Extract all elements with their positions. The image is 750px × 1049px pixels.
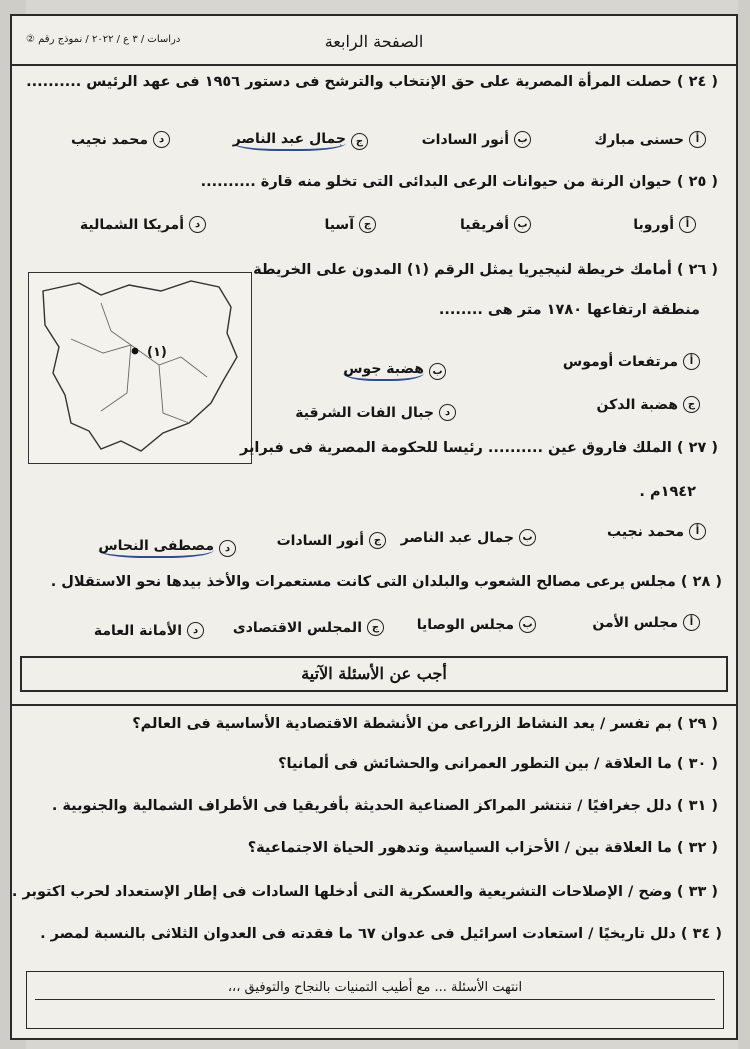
section-title: أجب عن الأسئلة الآتية [301, 664, 447, 683]
question-27-line2: ١٩٤٢م . [639, 484, 696, 500]
option-26-b[interactable] [343, 361, 446, 381]
option-marker: د [153, 131, 170, 148]
option-24-b[interactable] [422, 131, 531, 148]
option-27-a[interactable] [607, 523, 706, 540]
option-label: أفريقيا [460, 216, 509, 233]
nigeria-inner-border [71, 303, 207, 423]
footer-box [26, 971, 724, 1029]
essay-29 [132, 716, 718, 732]
question-27 [240, 440, 718, 456]
question-number: ( ٢٩ ) [676, 716, 718, 732]
section-divider [12, 704, 736, 706]
question-number: ( ٣١ ) [676, 798, 718, 814]
question-number: ( ٢٤ ) [676, 74, 718, 90]
question-text: الملك فاروق عين .......... رئيسا للحكومة المصرية فى فبراير [239, 440, 672, 456]
option-28-c[interactable] [233, 619, 384, 636]
question-text: ما العلاقة بين / الأحزاب السياسية وتدهور الحياة الاجتماعية؟ [247, 840, 672, 856]
question-number: ( ٢٦ ) [676, 262, 718, 278]
option-label: مرتفعات أوموس [562, 353, 678, 370]
exam-info: دراسات / ٣ ع / ٢٠٢٢ / نموذج رقم ② [26, 34, 181, 45]
option-marker: أ [689, 131, 706, 148]
option-marker: د [189, 216, 206, 233]
option-label: الأمانة العامة [93, 622, 182, 639]
question-text: أمامك خريطة لنيجيريا يمثل الرقم (١) المدون على الخريطة [253, 262, 672, 278]
question-text: ما العلاقة / بين التطور العمرانى والحشائش فى ألمانيا؟ [278, 756, 672, 772]
option-27-c[interactable] [277, 532, 386, 549]
option-marker: أ [683, 353, 700, 370]
binder-strip-right [738, 0, 750, 1049]
question-text: دلل جغرافيًا / تنتشر المراكز الصناعية الحديثة بأفريقيا فى الأطراف الشمالية والجنوبية . [51, 798, 672, 814]
nigeria-outline [43, 281, 237, 451]
question-number: ( ٣٢ ) [676, 840, 718, 856]
question-number: ( ٢٧ ) [676, 440, 718, 456]
option-marker: ج [351, 133, 368, 150]
option-label: أنور السادات [421, 131, 509, 148]
option-label: أوروبا [633, 216, 674, 233]
option-25-b[interactable] [460, 216, 531, 233]
option-label: المجلس الاقتصادى [232, 619, 362, 636]
question-number: ( ٣٣ ) [676, 884, 718, 900]
option-24-c[interactable] [233, 131, 368, 151]
exam-sheet [10, 14, 738, 1040]
map-point-1 [132, 348, 139, 355]
nigeria-map [28, 272, 252, 464]
option-label: محمد نجيب [607, 523, 684, 540]
option-24-d[interactable] [71, 131, 170, 148]
question-number: ( ٢٥ ) [676, 174, 718, 190]
option-27-d[interactable] [98, 538, 236, 558]
question-24 [26, 74, 718, 90]
option-label-marked: مصطفى النحاس [98, 538, 214, 558]
option-26-d[interactable] [295, 404, 456, 421]
question-number: ( ٢٨ ) [680, 574, 722, 590]
page-title: الصفحة الرابعة [324, 32, 424, 51]
option-marker: ج [367, 619, 384, 636]
option-marker: ج [683, 396, 700, 413]
question-text: حصلت المرأة المصرية على حق الإنتخاب والترشح فى دستور ١٩٥٦ فى عهد الرئيس .......... [26, 74, 672, 90]
question-26 [253, 262, 718, 278]
question-text: حيوان الرنة من حيوانات الرعى البدائى التى تخلو منه قارة .......... [200, 174, 672, 190]
option-27-b[interactable] [401, 529, 536, 546]
option-label: محمد نجيب [71, 131, 148, 148]
option-marker: ب [519, 529, 536, 546]
option-marker: أ [689, 523, 706, 540]
option-label: أمريكا الشمالية [79, 216, 184, 233]
option-label-marked: هضبة جوس [343, 361, 424, 381]
essay-33 [12, 884, 718, 900]
option-28-a[interactable] [592, 614, 700, 631]
section-header-box [20, 656, 728, 692]
nigeria-map-svg [31, 273, 251, 461]
option-label: جبال الفات الشرقية [295, 404, 434, 421]
question-text: دلل تاريخيًا / استعادت اسرائيل فى عدوان ٦٧ ما فقدته فى العدوان الثلاثى بالنسبة لمصر . [40, 926, 676, 942]
option-label: أنور السادات [276, 532, 364, 549]
option-marker: د [187, 622, 204, 639]
option-marker: ب [429, 363, 446, 380]
footer-divider [35, 999, 715, 1000]
question-text: بم تفسر / يعد النشاط الزراعى من الأنشطة الاقتصادية الأساسية فى العالم؟ [132, 716, 672, 732]
option-28-b[interactable] [417, 616, 536, 633]
option-marker: أ [683, 614, 700, 631]
essay-31 [52, 798, 718, 814]
map-label-1: (١) [147, 345, 167, 360]
option-marker: ب [514, 216, 531, 233]
question-26-line2: منطقة ارتفاعها ١٧٨٠ متر هى ........ [438, 302, 700, 318]
question-number: ( ٣٤ ) [680, 926, 722, 942]
option-marker: ب [519, 616, 536, 633]
option-marker: د [439, 404, 456, 421]
essay-32 [248, 840, 718, 856]
option-25-c[interactable] [324, 216, 376, 233]
question-number: ( ٣٠ ) [676, 756, 718, 772]
option-label: حسنى مبارك [594, 131, 684, 148]
option-label: مجلس الأمن [592, 614, 678, 631]
option-marker: د [219, 540, 236, 557]
question-text: مجلس يرعى مصالح الشعوب والبلدان التى كانت مستعمرات والأخذ بيدها نحو الاستقلال . [50, 574, 676, 590]
option-marker: ج [359, 216, 376, 233]
option-26-a[interactable] [563, 353, 700, 370]
question-text: وضح / الإصلاحات التشريعية والعسكرية التى أدخلها السادات فى إطار الإستعداد لحرب اكتوبر . [11, 884, 672, 900]
option-26-c[interactable] [597, 396, 700, 413]
option-marker: ب [514, 131, 531, 148]
option-marker: أ [679, 216, 696, 233]
option-label: هضبة الدكن [596, 396, 678, 413]
option-label: مجلس الوصايا [416, 616, 514, 633]
option-25-d[interactable] [80, 216, 206, 233]
option-28-d[interactable] [94, 622, 204, 639]
option-25-a[interactable] [633, 216, 696, 233]
header-divider [12, 64, 736, 66]
footer-end-text: انتهت الأسئلة ... مع أطيب التمنيات بالنجاح والتوفيق ،،، [227, 980, 523, 995]
essay-30 [278, 756, 718, 772]
question-28 [51, 574, 722, 590]
option-label-marked: جمال عبد الناصر [233, 131, 346, 151]
essay-34 [40, 926, 722, 942]
option-label: جمال عبد الناصر [400, 529, 514, 546]
question-25 [201, 174, 718, 190]
option-label: آسيا [324, 216, 354, 233]
option-marker: ج [369, 532, 386, 549]
option-24-a[interactable] [594, 131, 706, 148]
